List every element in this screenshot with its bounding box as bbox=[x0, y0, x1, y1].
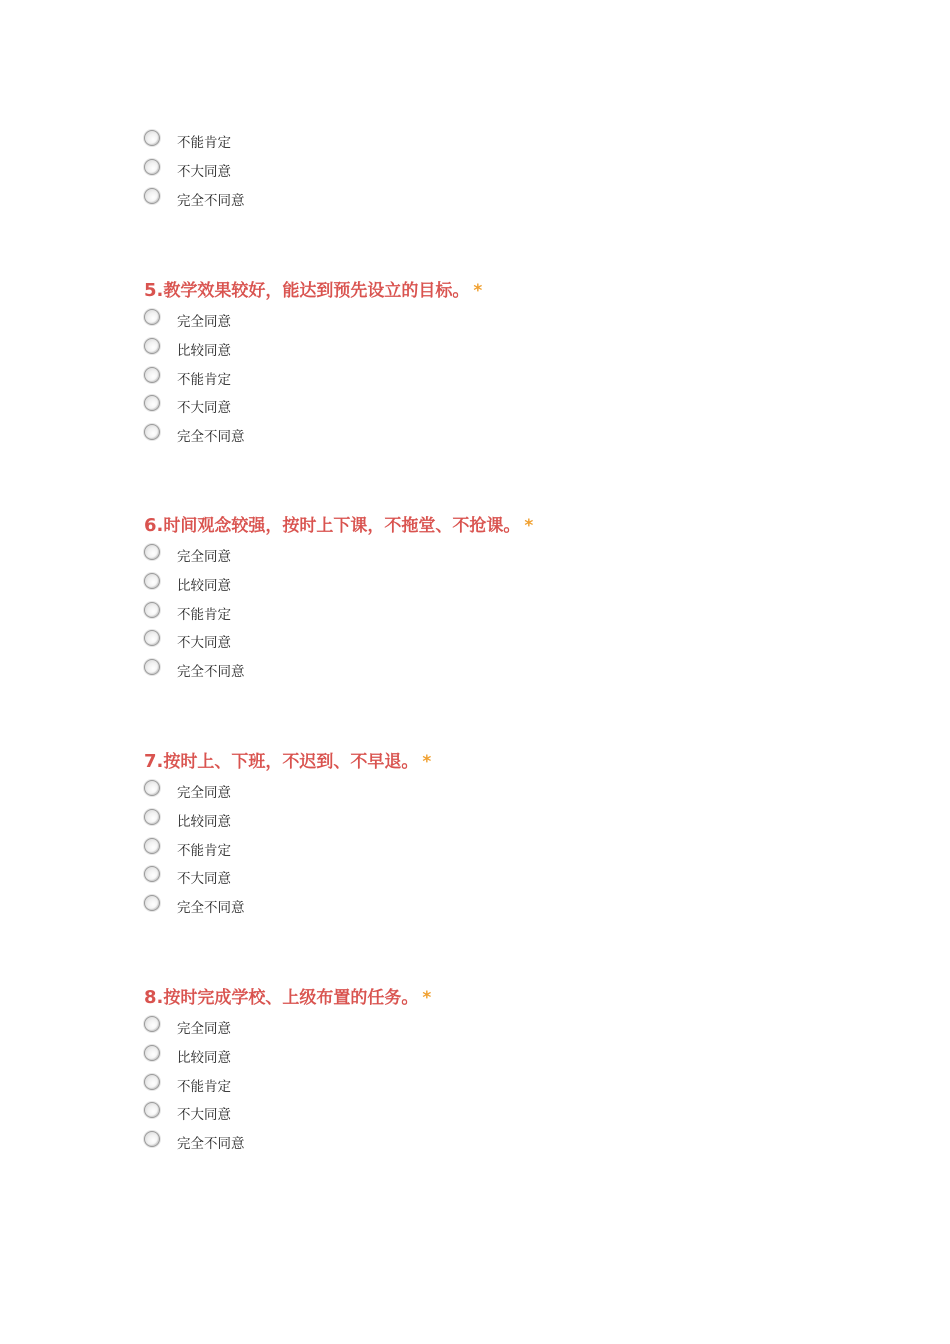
required-mark: * bbox=[473, 281, 483, 301]
required-mark: * bbox=[422, 752, 432, 772]
option-q7-2[interactable] bbox=[144, 809, 544, 837]
radio-button-icon[interactable] bbox=[144, 1102, 160, 1118]
radio-button-icon[interactable] bbox=[144, 338, 160, 354]
option-label: 完全同意 bbox=[177, 549, 231, 565]
option-label: 不大同意 bbox=[177, 400, 231, 416]
option-label: 比较同意 bbox=[177, 343, 231, 359]
option-label: 完全不同意 bbox=[177, 429, 245, 445]
option-label: 完全不同意 bbox=[177, 900, 245, 916]
option-q8-3[interactable] bbox=[144, 1074, 544, 1102]
radio-button-icon[interactable] bbox=[144, 188, 160, 204]
question-number: 5. bbox=[144, 280, 164, 301]
option-label: 不大同意 bbox=[177, 871, 231, 887]
option-q8-4[interactable] bbox=[144, 1102, 544, 1130]
question-title bbox=[144, 277, 482, 305]
radio-button-icon[interactable] bbox=[144, 659, 160, 675]
option-q7-5[interactable] bbox=[144, 895, 544, 923]
question-text: 教学效果较好，能达到预先设立的目标。 bbox=[163, 281, 470, 301]
option-q4-3[interactable] bbox=[144, 188, 544, 216]
option-label: 不能肯定 bbox=[177, 135, 231, 151]
question-title bbox=[144, 984, 431, 1012]
option-label: 不大同意 bbox=[177, 164, 231, 180]
radio-button-icon[interactable] bbox=[144, 1045, 160, 1061]
option-label: 不能肯定 bbox=[177, 607, 231, 623]
question-number: 6. bbox=[144, 515, 164, 536]
radio-button-icon[interactable] bbox=[144, 573, 160, 589]
radio-button-icon[interactable] bbox=[144, 866, 160, 882]
radio-button-icon[interactable] bbox=[144, 809, 160, 825]
radio-button-icon[interactable] bbox=[144, 159, 160, 175]
radio-button-icon[interactable] bbox=[144, 309, 160, 325]
option-q4-2[interactable] bbox=[144, 159, 544, 187]
option-q5-4[interactable] bbox=[144, 395, 544, 423]
radio-button-icon[interactable] bbox=[144, 367, 160, 383]
radio-button-icon[interactable] bbox=[144, 1016, 160, 1032]
question-text: 时间观念较强，按时上下课，不拖堂、不抢课。 bbox=[163, 516, 521, 536]
option-label: 不大同意 bbox=[177, 1107, 231, 1123]
option-q6-2[interactable] bbox=[144, 573, 544, 601]
radio-button-icon[interactable] bbox=[144, 838, 160, 854]
radio-button-icon[interactable] bbox=[144, 424, 160, 440]
radio-button-icon[interactable] bbox=[144, 395, 160, 411]
option-label: 不能肯定 bbox=[177, 843, 231, 859]
option-label: 完全同意 bbox=[177, 1021, 231, 1037]
option-q6-5[interactable] bbox=[144, 659, 544, 687]
option-label: 完全不同意 bbox=[177, 193, 245, 209]
question-text: 按时完成学校、上级布置的任务。 bbox=[163, 988, 419, 1008]
option-q8-5[interactable] bbox=[144, 1131, 544, 1159]
option-q5-1[interactable] bbox=[144, 309, 544, 337]
option-q5-2[interactable] bbox=[144, 338, 544, 366]
option-label: 完全同意 bbox=[177, 785, 231, 801]
radio-button-icon[interactable] bbox=[144, 780, 160, 796]
question-title bbox=[144, 748, 431, 776]
option-label: 不大同意 bbox=[177, 635, 231, 651]
option-q6-1[interactable] bbox=[144, 544, 544, 572]
option-q7-1[interactable] bbox=[144, 780, 544, 808]
question-number: 7. bbox=[144, 751, 164, 772]
radio-button-icon[interactable] bbox=[144, 1074, 160, 1090]
radio-button-icon[interactable] bbox=[144, 1131, 160, 1147]
option-q6-4[interactable] bbox=[144, 630, 544, 658]
option-label: 完全同意 bbox=[177, 314, 231, 330]
option-label: 完全不同意 bbox=[177, 1136, 245, 1152]
option-q7-3[interactable] bbox=[144, 838, 544, 866]
required-mark: * bbox=[524, 516, 534, 536]
question-text: 按时上、下班，不迟到、不早退。 bbox=[163, 752, 419, 772]
radio-button-icon[interactable] bbox=[144, 130, 160, 146]
radio-button-icon[interactable] bbox=[144, 630, 160, 646]
option-q7-4[interactable] bbox=[144, 866, 544, 894]
option-q8-2[interactable] bbox=[144, 1045, 544, 1073]
option-label: 比较同意 bbox=[177, 1050, 231, 1066]
option-label: 不能肯定 bbox=[177, 1079, 231, 1095]
option-label: 比较同意 bbox=[177, 814, 231, 830]
option-q8-1[interactable] bbox=[144, 1016, 544, 1044]
option-q4-1[interactable] bbox=[144, 130, 544, 158]
radio-button-icon[interactable] bbox=[144, 544, 160, 560]
option-q6-3[interactable] bbox=[144, 602, 544, 630]
radio-button-icon[interactable] bbox=[144, 895, 160, 911]
option-q5-3[interactable] bbox=[144, 367, 544, 395]
radio-button-icon[interactable] bbox=[144, 602, 160, 618]
option-label: 不能肯定 bbox=[177, 372, 231, 388]
question-number: 8. bbox=[144, 987, 164, 1008]
required-mark: * bbox=[422, 988, 432, 1008]
option-q5-5[interactable] bbox=[144, 424, 544, 452]
option-label: 完全不同意 bbox=[177, 664, 245, 680]
option-label: 比较同意 bbox=[177, 578, 231, 594]
question-title bbox=[144, 512, 533, 540]
